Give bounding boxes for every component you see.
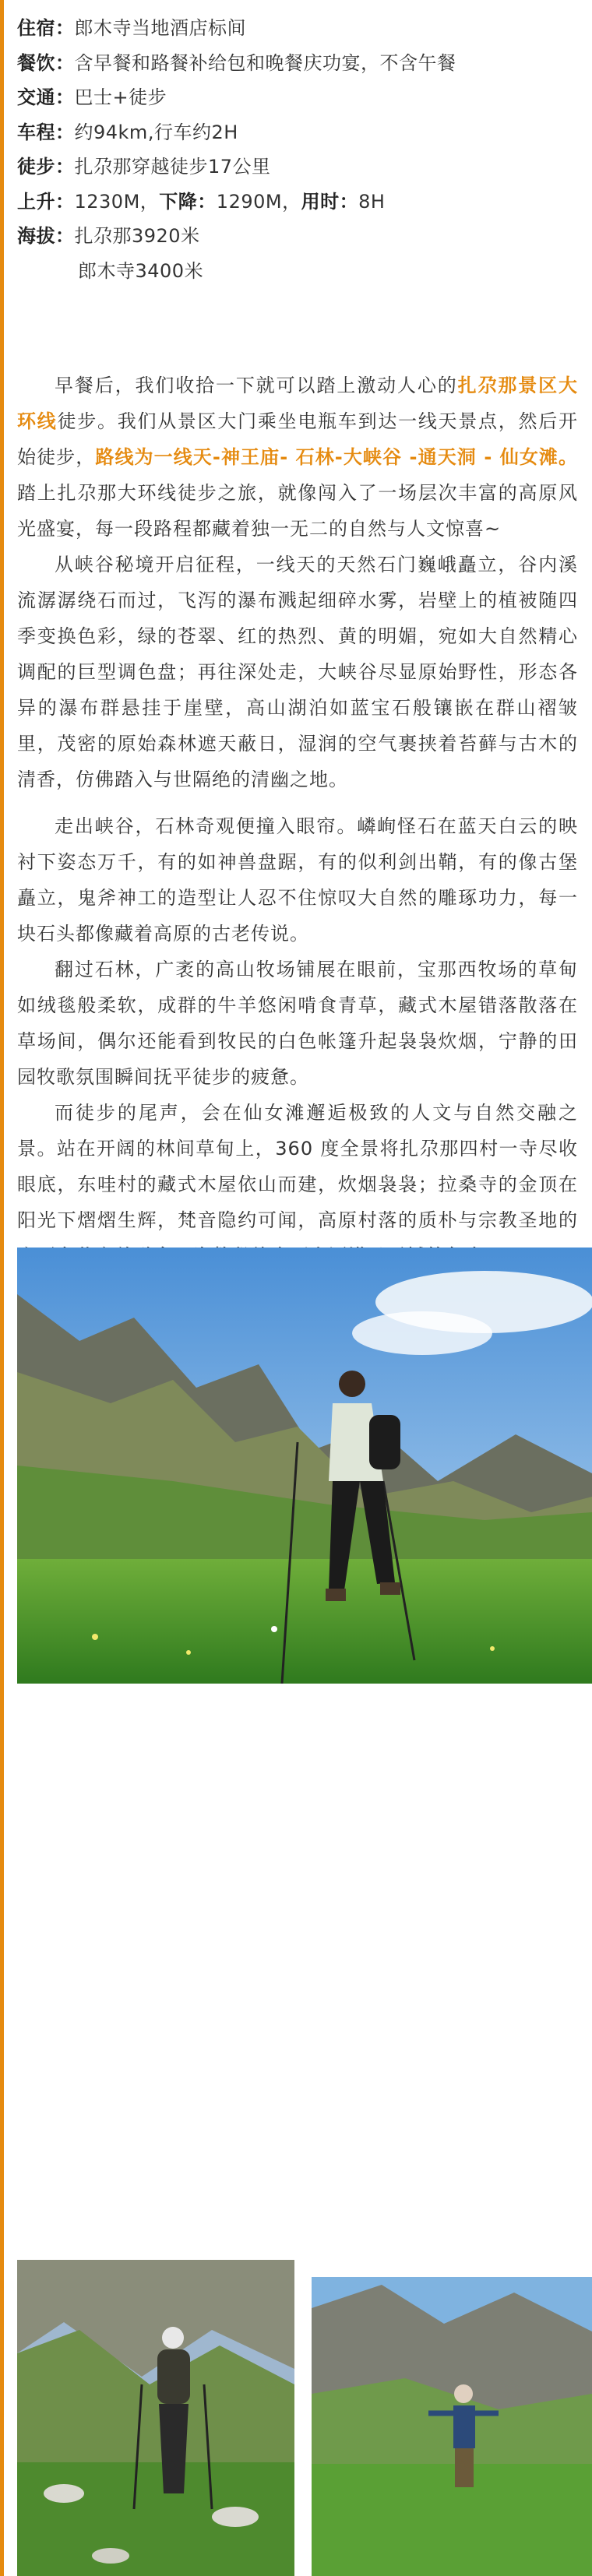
- hike-value: 扎尕那穿越徒步17公里: [74, 156, 271, 178]
- altitude-label: 海拔：: [17, 225, 75, 247]
- stay-row: [17, 11, 578, 46]
- paragraph-5: 而徒步的尾声，会在仙女滩邂逅极致的人文与自然交融之景。站在开阔的林间草甸上，360 度全景将扎尕那四村一寺尽收眼底，东哇村的藏式木屋依山而建，炊烟袅袅；拉桑寺的金顶在阳光下熠熠生辉，梵音隐约可闻，高原村落的质朴与宗教圣地的: [17, 1102, 578, 1231]
- ascent-label: 上升：: [17, 190, 75, 213]
- drive-value: 约94km,行车约2H: [74, 121, 238, 143]
- descent-value: 1290M，: [216, 190, 301, 213]
- p1-text-b: 徒步。我们从景区大门乘坐电瓶车到达一线天景点，然后开始徒步，: [17, 410, 579, 468]
- p1-text-c: 踏上扎尕那大环线徒步之旅，就像闯入了一场层次丰富的高原风光盛宴，每一段路程都藏着独一无二的自然与人文惊喜~: [17, 482, 578, 540]
- left-accent-bar: [0, 0, 4, 2576]
- stay-value: 郎木寺当地酒店标间: [74, 17, 246, 39]
- meal-label: 餐饮：: [17, 51, 75, 74]
- altitude-value-langmusi: 郎木寺3400米: [78, 259, 204, 282]
- elevation-row: [17, 185, 578, 220]
- hiker-valley-photo: [312, 2277, 592, 2576]
- drive-row: [17, 115, 578, 150]
- hiker-rocks-photo: [17, 2260, 294, 2576]
- highlight-loop-route: 扎尕那景区大环线: [17, 375, 579, 432]
- altitude-row-2: [17, 254, 578, 289]
- highlight-route-stops: 路线为一线天-神王庙- 石林-大峡谷 -通天洞 - 仙女滩。: [95, 446, 578, 468]
- drive-label: 车程：: [17, 121, 75, 143]
- descent-label: 下降：: [159, 190, 217, 213]
- meal-value: 含早餐和路餐补给包和晚餐庆功宴，不含午餐: [74, 51, 456, 74]
- p1-text-a: 早餐后，我们收拾一下就可以踏上激动人心的: [55, 375, 458, 396]
- trip-info-block: [17, 11, 578, 288]
- transport-row: [17, 80, 578, 115]
- paragraph-2: 从峡谷秘境开启征程，一线天的天然石门巍峨矗立，谷内溪流潺潺绕石而过，飞泻的瀑布溅起细碎水雾，岩壁上的植被随四季变换色彩，绿的苍翠、红的热烈、黄的明媚，宛如大自然精心调配的巨型调色盘；再往深处走，大峡谷尽显原始野性，形态各异的瀑布群悬挂于崖壁，高山湖泊如蓝宝石般镶嵌在群山褶皱里，茂密的原始森林遮天蔽日，湿润的空气裹挟着苔藓与古木的清香，仿佛踏入与世隔绝的清幽之地。: [17, 554, 578, 790]
- stay-label: 住宿：: [17, 17, 75, 39]
- hiker-meadow-photo: [17, 1248, 592, 1684]
- time-value: 8H: [358, 190, 386, 213]
- time-label: 用时：: [301, 190, 359, 213]
- paragraph-3: 走出峡谷，石林奇观便撞入眼帘。嶙峋怪石在蓝天白云的映衬下姿态万千，有的如神兽盘踞，有的似利剑出鞘，有的像古堡矗立，鬼斧神工的造型让人忍不住惊叹大自然的雕琢功力，每一块石头都像藏着高原的古老传说。: [17, 815, 578, 945]
- altitude-value-zagana: 扎尕那3920米: [74, 225, 200, 247]
- paragraph-4: 翻过石林，广袤的高山牧场铺展在眼前，宝那西牧场的草甸如绒毯般柔软，成群的牛羊悠闲啃食青草，藏式木屋错落散落在草场间，偶尔还能看到牧民的白色帐篷升起袅袅炊烟，宁静的田园牧歌氛围瞬间抚平徒步的疲惫。: [17, 959, 578, 1088]
- paragraph-1: [17, 368, 578, 547]
- hike-label: 徒步：: [17, 156, 75, 178]
- ascent-value: 1230M，: [74, 190, 160, 213]
- meal-row: [17, 46, 578, 81]
- transport-value: 巴士+徒步: [74, 86, 167, 108]
- altitude-row: [17, 219, 578, 254]
- hike-row: [17, 150, 578, 185]
- transport-label: 交通：: [17, 86, 75, 108]
